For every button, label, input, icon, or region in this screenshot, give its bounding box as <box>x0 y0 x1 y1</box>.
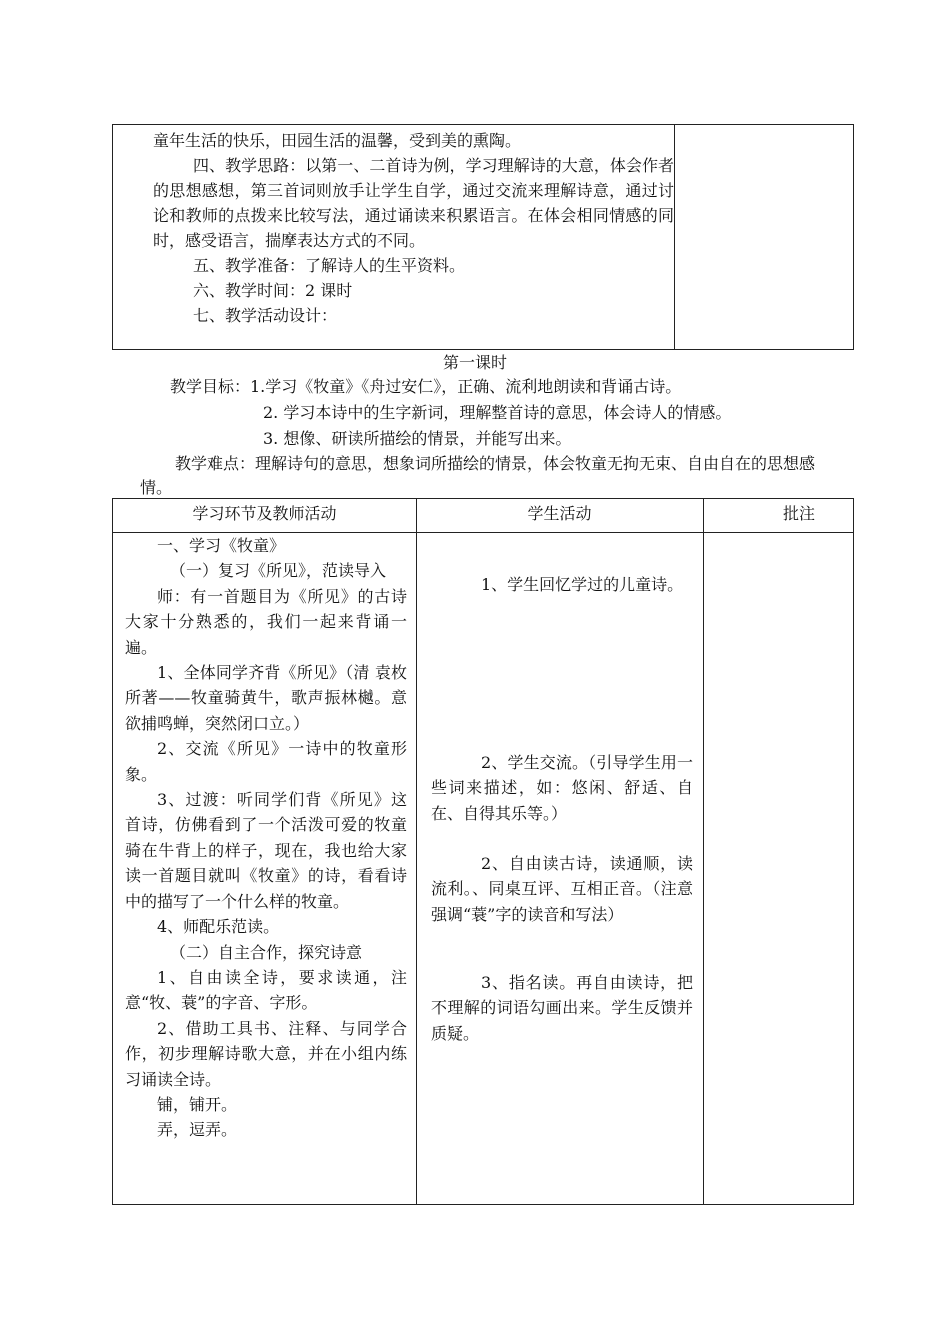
teacher-line: 铺，铺开。 <box>157 1094 238 1114</box>
difficulty-text: 教学难点：理解诗句的意思，想象词所描绘的情景，体会牧童无拘无束、自由自在的思想感情。 <box>140 454 816 497</box>
student-activity-2 <box>431 750 693 826</box>
student-line: 3、指名读。再自由读诗，把不理解的词语勾画出来。学生反馈并质疑。 <box>431 973 693 1043</box>
header-student-activity: 学生活动 <box>527 504 592 523</box>
column-divider <box>703 499 704 1204</box>
continuation-table <box>112 124 854 350</box>
student-activity-3 <box>431 851 693 927</box>
lesson-title: 第一课时 <box>442 353 507 372</box>
teacher-line: 一、学习《牧童》 <box>157 536 286 555</box>
teacher-line: （二）自主合作，探究诗意 <box>170 942 363 962</box>
plan-text <box>153 128 674 328</box>
student-activity-4 <box>431 970 693 1046</box>
teacher-line: 1、全体同学齐背《所见》（清 袁枚所著——牧童骑黄牛，歌声振林樾。意欲捕鸣蝉，突然闭口立。） <box>125 663 407 733</box>
activity-table <box>112 498 854 1205</box>
teacher-line: 1、自由读全诗，要求读通，注意“牧、蓑”的字音、字形。 <box>125 967 407 1013</box>
student-line: 1、学生回忆学过的儿童诗。 <box>481 575 684 594</box>
column-divider <box>416 499 417 1204</box>
student-line: 2、自由读古诗，读通顺，读流利。、同桌互评、互相正音。（注意强调“蓑”字的读音和写法） <box>431 854 693 924</box>
student-line: 2、学生交流。（引导学生用一些词来描述，如：悠闲、舒适、自在、自得其乐等。） <box>431 753 693 823</box>
teacher-line: 2、交流《所见》一诗中的牧童形象。 <box>125 739 407 784</box>
plan-line: 七、教学活动设计： <box>193 306 338 325</box>
header-teacher-activity: 学习环节及教师活动 <box>192 504 337 523</box>
student-activity-1 <box>431 572 693 597</box>
goal-line: 2. 学习本诗中的生字新词，理解整首诗的意思，体会诗人的情感。 <box>263 403 732 422</box>
teacher-line: 3、过渡：听同学们背《所见》这首诗，仿佛看到了一个活泼可爱的牧童骑在牛背上的样子，现在，我也给大家读一首题目就叫《牧童》的诗，看看诗中的描写了一个什么样的牧童。 <box>125 790 407 911</box>
teacher-line: 弄，逗弄。 <box>157 1120 238 1140</box>
plan-line: 六、教学时间：2 课时 <box>193 281 353 300</box>
teacher-activity-cell <box>125 533 407 1143</box>
teaching-difficulty <box>140 452 840 500</box>
plan-line: 四、教学思路：以第一、二首诗为例，学习理解诗的大意，体会作者的思想感想，第三首词则放手让学生自学，通过交流来理解诗意，通过讨论和教师的点拨来比较写法，通过诵读来积累语言。在体会相同情感的同时，感受语言，揣摩表达方式的不同。 <box>153 156 674 250</box>
goal-line: 3. 想像、研读所描绘的情景，并能写出来。 <box>263 429 572 448</box>
header-notes: 批注 <box>783 504 816 523</box>
column-divider <box>674 125 675 349</box>
teacher-line: 4、师配乐范读。 <box>157 917 280 937</box>
teacher-line: （一）复习《所见》，范读导入 <box>170 561 387 581</box>
teacher-line: 师：有一首题目为《所见》的古诗大家十分熟悉的，我们一起来背诵一遍。 <box>125 586 407 657</box>
teacher-line: 2、借助工具书、注释、与同学合作，初步理解诗歌大意，并在小组内练习诵读全诗。 <box>125 1018 407 1089</box>
plan-line: 童年生活的快乐，田园生活的温馨，受到美的熏陶。 <box>153 131 522 150</box>
goal-line: 教学目标：1.学习《牧童》《舟过安仁》，正确、流利地朗读和背诵古诗。 <box>170 377 682 396</box>
plan-line: 五、教学准备：了解诗人的生平资料。 <box>193 256 466 275</box>
